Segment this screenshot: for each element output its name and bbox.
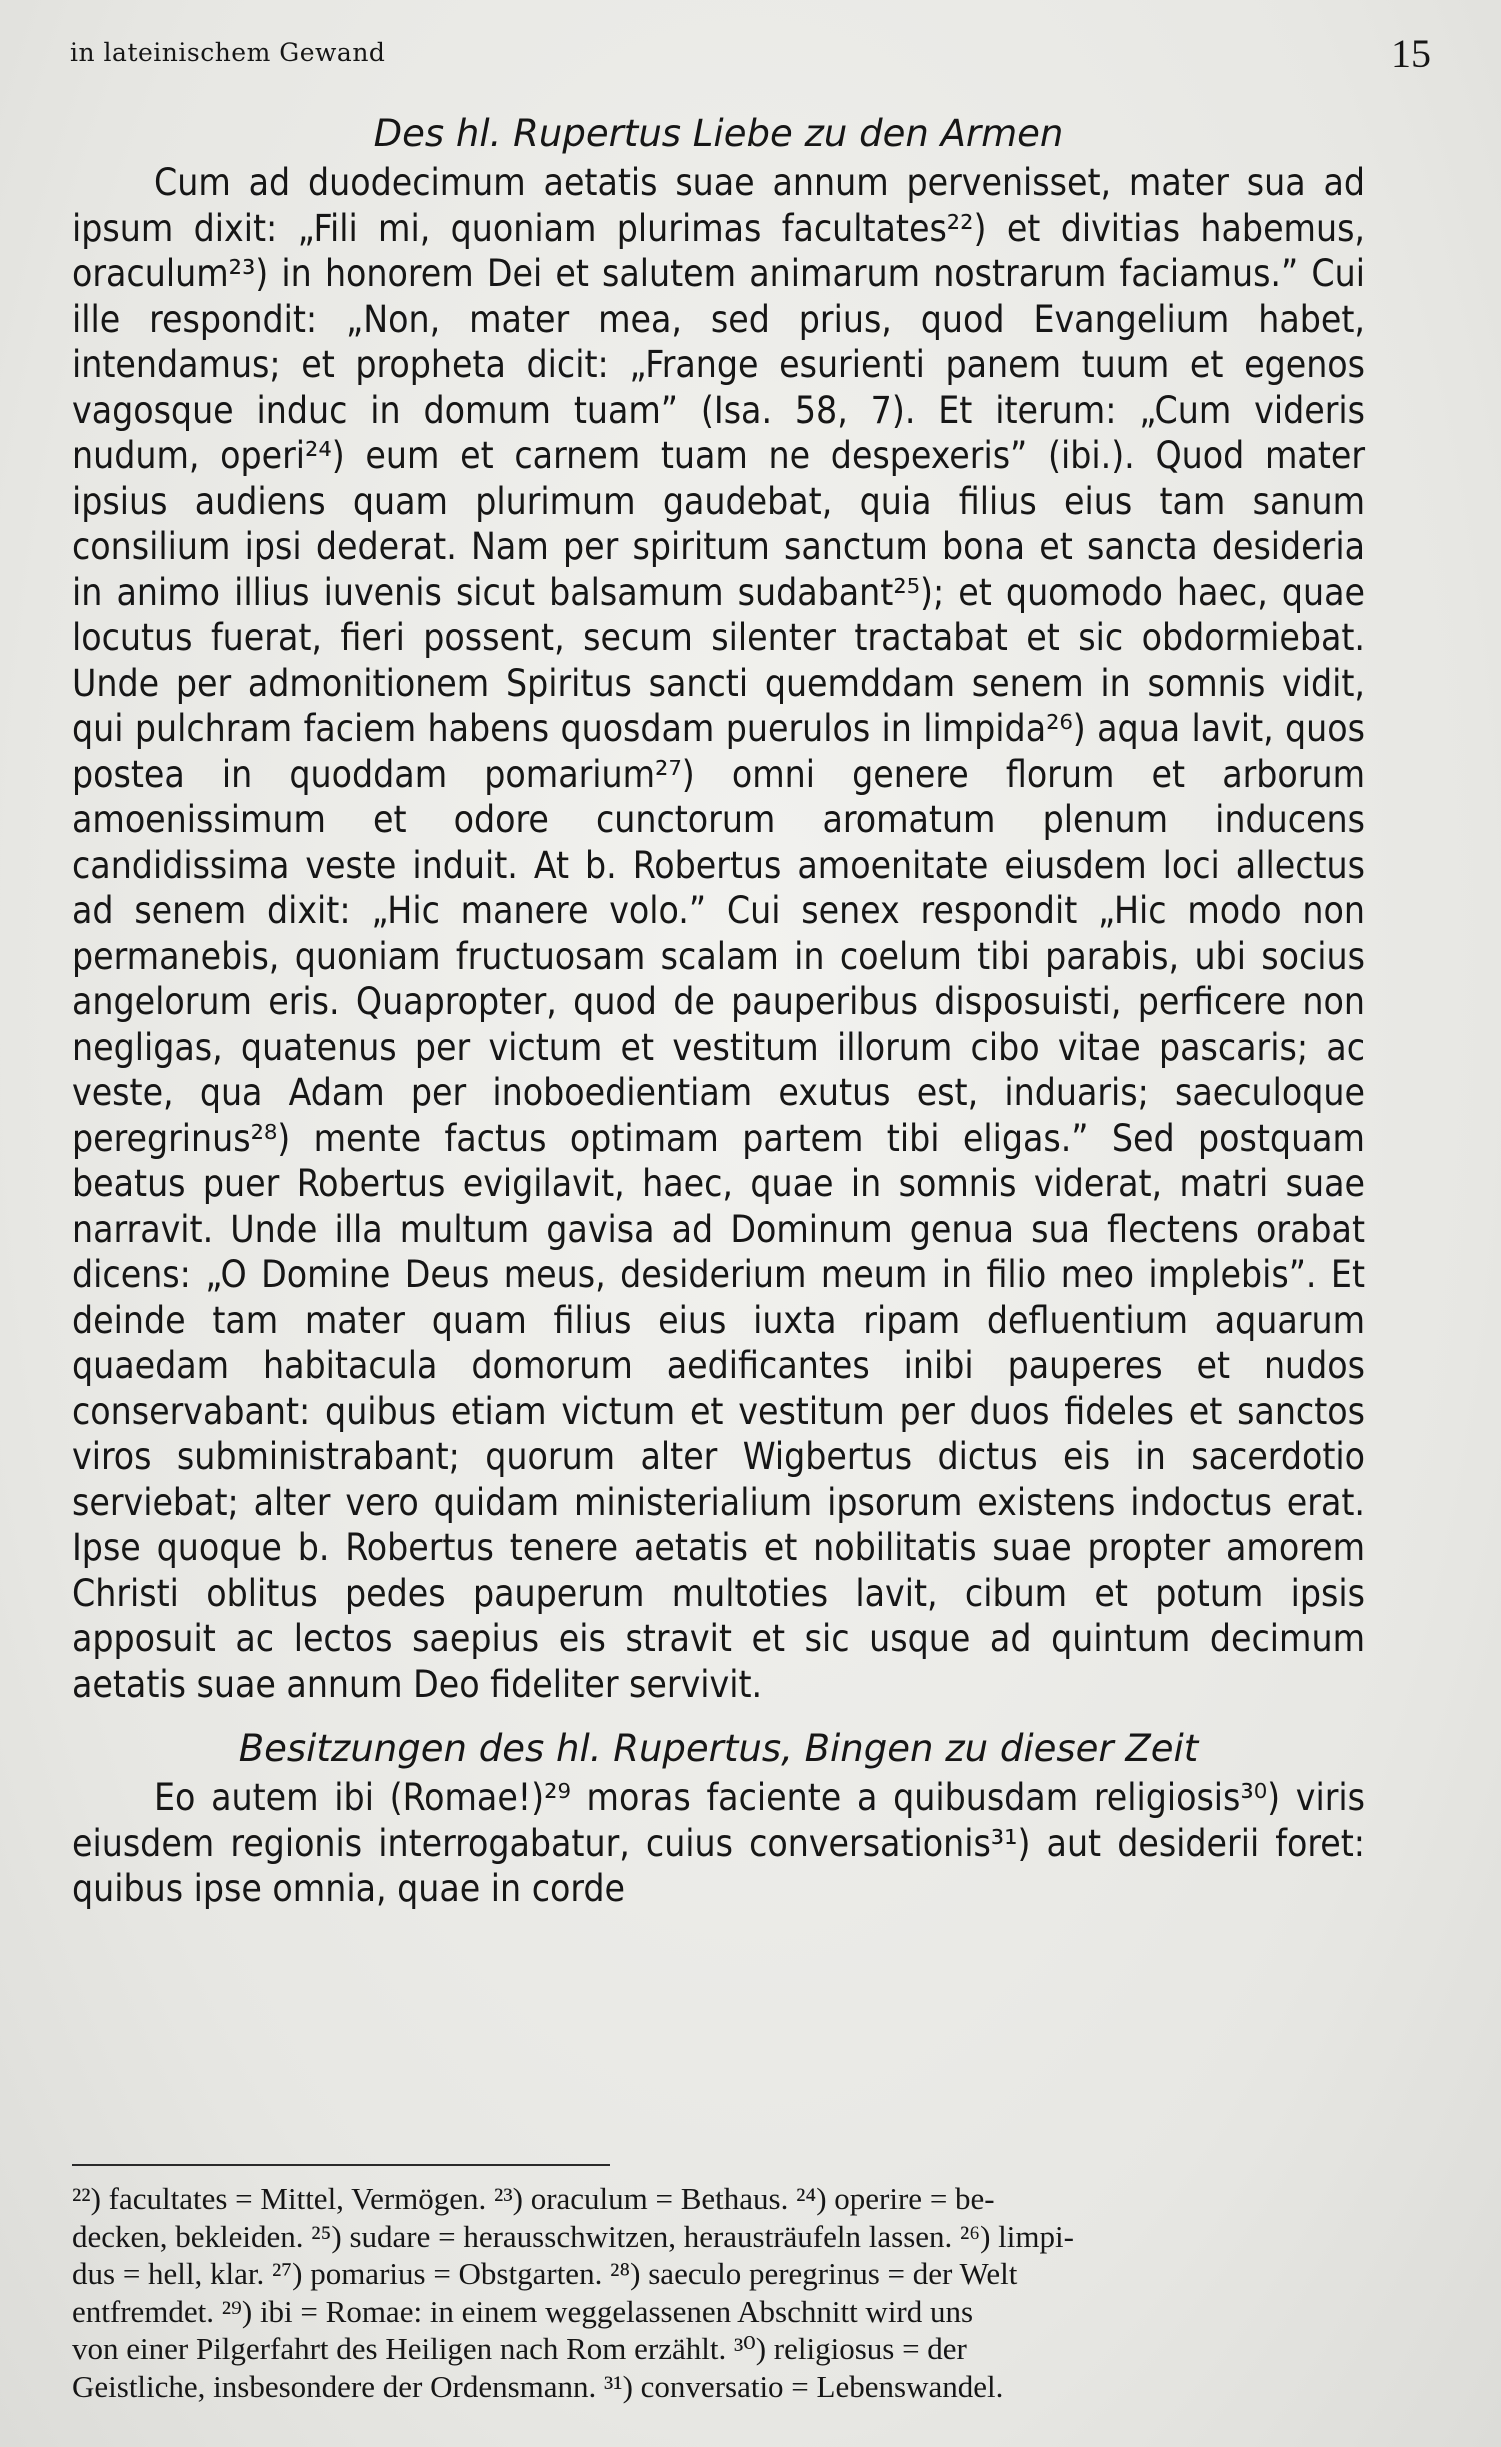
running-header [70,30,1431,90]
footnote-line: ²²) facultates = Mittel, Vermögen. ²³) oraculum = Bethaus. ²⁴) operire = be- [72,2181,995,2216]
footnote-rule [72,2164,610,2166]
footnotes [72,2180,1365,2405]
footnote-line: dus = hell, klar. ²⁷) pomarius = Obstgarten. ²⁸) saeculo peregrinus = der Welt [72,2256,1018,2291]
main-text [72,108,1365,1912]
footnote-line: decken, bekleiden. ²⁵) sudare = herausschwitzen, herausträufeln lassen. ²⁶) limpi- [72,2218,1074,2254]
footnote-line: von einer Pilgerfahrt des Heiligen nach Rom erzählt. ³⁰) religiosus = der [72,2331,967,2366]
footnote-line: entfremdet. ²⁹) ibi = Romae: in einem weggelassenen Abschnitt wird uns [72,2293,974,2329]
section-heading-1: Des hl. Rupertus Liebe zu den Armen [373,112,1064,155]
section-heading-2: Besitzungen des hl. Rupertus, Bingen zu dieser Zeit [238,1727,1199,1770]
page-number: 15 [1391,31,1431,76]
body-paragraph-1: Cum ad duodecimum aetatis suae annum pervenisset, mater sua ad ipsum dixit: „Fili mi, quoniam plurimas facultates²²) et divitias habemus, oraculum²³) in honorem Dei et salutem animarum nostrarum faciamus.” Cui ille respondit: „Non, mater mea, sed prius, quod Evangelium habet, intendamus; et propheta dicit: „Frange esurienti panem tuum et egenos vagosque induc in domum tuam” (Isa. 58, 7). Et iterum: „Cum videris nudum, operi²⁴) eum et carnem tuam ne despexeris” (ibi.). Quod mater ipsius audiens quam plurimum gaudebat, quia filius eius tam sanum consilium ipsi dederat. Nam per spiritum sanctum bona et sancta desideria in animo illius iuvenis sicut balsamum sudabant²⁵); et quomodo haec, quae locutus fuerat, fieri possent, secum silenter tractabat et sic obdormiebat. Unde per admonitionem Spiritus sancti quemddam senem in somnis vidit, qui pulchram faciem habens quosdam puerulos in limpida²⁶) aqua lavit, quos postea in quoddam pomarium²⁷) omni genere florum et arborum amoenissimum et odore cunctorum aromatum plenum inducens candidissima veste induit. At b. Robertus amoenitate eiusdem loci allectus ad senem dixit: „Hic manere volo.” Cui senex respondit „Hic modo non permanebis, quoniam fructuosam scalam in coelum tibi parabis, ubi socius angelorum eris. Quapropter, quod de pauperibus disposuisti, perficere non negligas, quatenus per victum et vestitum illorum cibo vitae pascaris; ac veste, qua Adam per inoboedientiam exutus est, induaris; saeculoque peregrinus²⁸) mente factus optimam partem tibi eligas.” Sed postquam beatus puer Robertus evigilavit, haec, quae in somnis viderat, matri suae narravit. Unde illa multum gavisa ad Dominum genua sua flectens orabat dicens: „O Domine Deus meus, desiderium meum in filio meo implebis”. Et deinde tam mater quam filius eius iuxta ripam defluentium aquarum quaedam habitacula domorum aedificantes inibi pauperes et nudos conservabant: quibus etiam victum et vestitum per duos fideles et sanctos viros subministrabant; quorum alter Wigbertus dictus eis in sacerdotio serviebat; alter vero quidam ministerialium ipsorum existens indoctus erat. Ipse quoque b. Robertus tenere aetatis et nobilitatis suae propter amorem Christi oblitus pedes pauperum multoties lavit, cibum et potum ipsis apposuit ac lectos saepius eis stravit et sic usque ad quintum decimum aetatis suae annum Deo fideliter servivit. [72,161,1365,1706]
footnote-line: Geistliche, insbesondere der Ordensmann. ³¹) conversatio = Lebenswandel. [72,2368,1004,2404]
running-title: in lateinischem Gewand [70,38,386,67]
body-paragraph-2: Eo autem ibi (Romae!)²⁹ moras faciente a quibusdam religiosis³⁰) viris eiusdem regionis interrogabatur, cuius conversationis³¹) aut desiderii foret: quibus ipse omnia, quae in corde [72,1776,1365,1910]
